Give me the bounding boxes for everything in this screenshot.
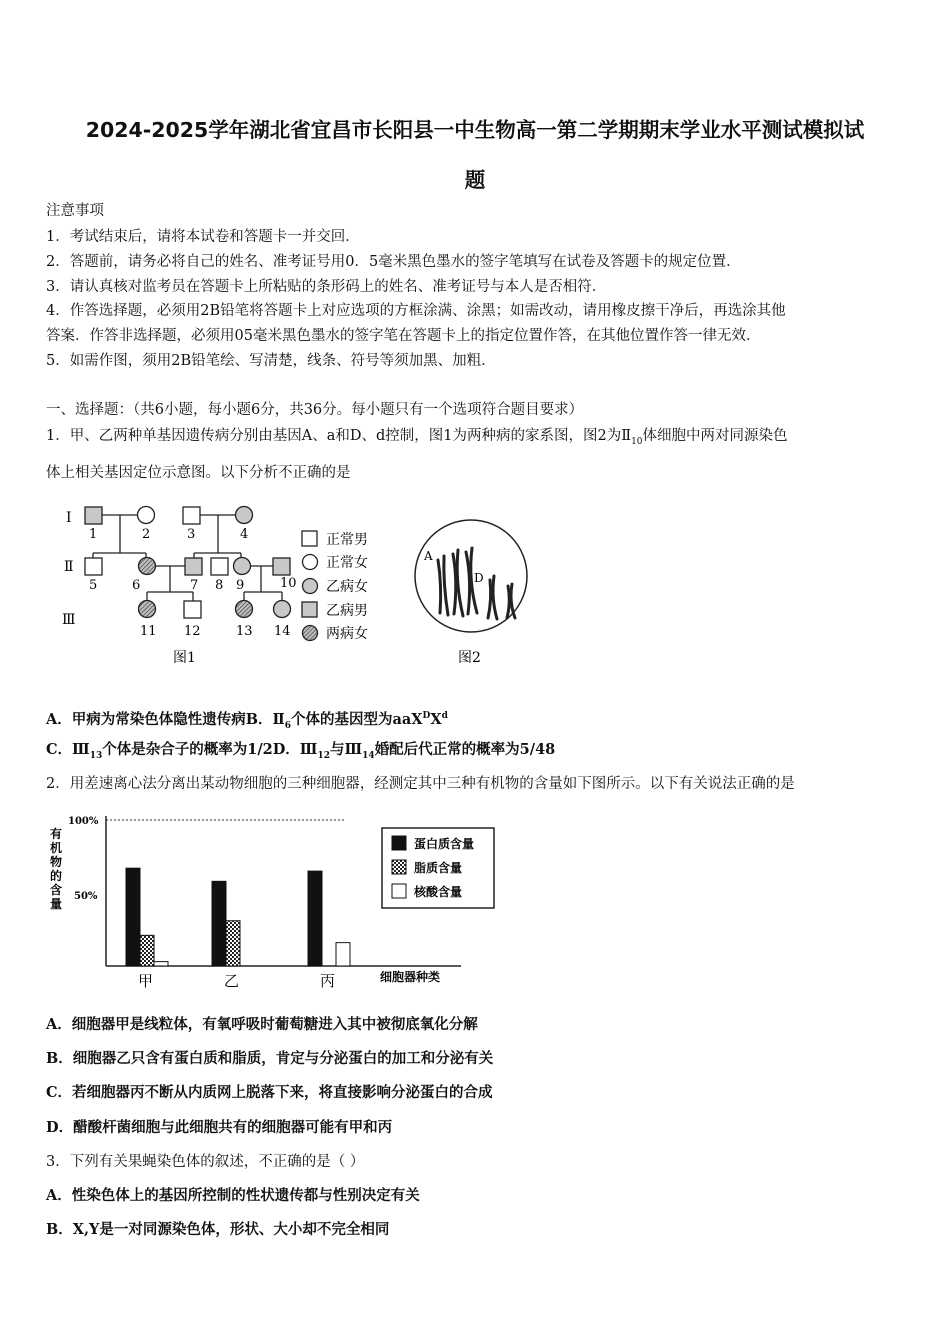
- q1-option-d-mid: 与Ⅲ: [329, 741, 363, 758]
- q2-option-a[interactable]: A．细胞器甲是线粒体，有氧呼吸时葡萄糖进入其中被彻底氧化分解: [46, 1016, 478, 1033]
- legend-disease-b-female-symbol: [303, 579, 318, 594]
- id-8: 8: [215, 578, 224, 593]
- individual-7: [185, 558, 202, 575]
- chart-ytick-50: 50%: [74, 891, 98, 902]
- q2-stem: 2．用差速离心法分离出某动物细胞的三种细胞器，经测定其中三种有机物的含量如下图所示。以下有关说法正确的是: [46, 776, 795, 792]
- legend-normal-female-symbol: [303, 555, 318, 570]
- id-3: 3: [187, 527, 196, 542]
- notice-item-5: 5．如需作图，须用2B铅笔绘、写清楚，线条、符号等须加黑、加粗．: [46, 353, 496, 369]
- q1-stem-a: 1．甲、乙两种单基因遗传病分别由基因A、a和D、d控制，图1为两种病的家系图，图2为Ⅱ: [46, 428, 632, 444]
- bar-1-3: [154, 962, 168, 966]
- chart-category-3: 丙: [320, 972, 336, 990]
- individual-9: [234, 558, 251, 575]
- individual-3: [183, 507, 200, 524]
- q3-option-b[interactable]: B．X,Y是一对同源染色体，形状、大小却不完全相同: [46, 1221, 390, 1238]
- bar-2-1: [212, 881, 226, 966]
- q1-option-b-pre: B．Ⅱ: [245, 710, 285, 728]
- exam-title-line1: 2024-2025学年湖北省宜昌市长阳县一中生物高一第二学期期末学业水平测试模拟试: [85, 118, 865, 142]
- legend-both-female: 两病女: [326, 626, 368, 642]
- gen-label-2: Ⅱ: [64, 559, 74, 575]
- notice-heading: 注意事项: [46, 203, 104, 219]
- chart-category-1: 甲: [138, 972, 154, 990]
- chart-y-label: [50, 826, 62, 911]
- legend-label-1: 蛋白质含量: [414, 837, 475, 851]
- id-5: 5: [89, 578, 98, 593]
- individual-5: [85, 558, 102, 575]
- q2-option-c[interactable]: C．若细胞器丙不断从内质网上脱落下来，将直接影响分泌蛋白的合成: [46, 1084, 493, 1101]
- legend-swatch-1: [392, 836, 406, 850]
- q1-option-b-sup1: D: [422, 711, 431, 721]
- gen-label-3: Ⅲ: [62, 612, 76, 628]
- q3-stem: 3．下列有关果蝇染色体的叙述，不正确的是（ ）: [46, 1154, 365, 1170]
- chart-category-2: 乙: [224, 972, 240, 990]
- q1-option-c[interactable]: [46, 741, 273, 761]
- figure2-caption: 图2: [458, 650, 481, 666]
- legend-normal-female: 正常女: [326, 555, 368, 571]
- chart-categories: [138, 972, 335, 990]
- q1-option-d-end: 婚配后代正常的概率为5/48: [374, 741, 556, 758]
- id-10: 10: [280, 576, 297, 591]
- individual-11: [139, 601, 156, 618]
- q1-option-b-sup2: d: [441, 711, 448, 721]
- individual-8: [211, 558, 228, 575]
- q1-option-c-pre: C．Ⅲ: [46, 741, 90, 758]
- q1-stem-line1: [46, 426, 788, 452]
- id-7: 7: [190, 578, 199, 593]
- legend-normal-male-symbol: [302, 531, 317, 546]
- individual-12: [184, 601, 201, 618]
- id-13: 13: [236, 624, 253, 639]
- id-14: 14: [274, 624, 291, 639]
- gen-label-1: Ⅰ: [66, 510, 72, 526]
- notice-item-4: 4．作答选择题，必须用2B铅笔将答题卡上对应选项的方框涂满、涂黑；如需改动，请用橡皮擦干净后，再选涂其他: [46, 303, 786, 319]
- chart-bars: [126, 868, 350, 966]
- q1-stem-line2: 体上相关基因定位示意图。以下分析不正确的是: [46, 465, 351, 481]
- q1-option-d-pre: D．Ⅲ: [272, 741, 318, 758]
- bar-3-1: [308, 871, 322, 966]
- bar-1-2: [140, 935, 154, 966]
- figure1-caption: 图1: [173, 650, 196, 666]
- individual-13: [236, 601, 253, 618]
- q1-stem-b: 体细胞中两对同源染色: [642, 428, 788, 444]
- bar-3-3: [336, 943, 350, 966]
- legend-label-2: 脂质含量: [414, 861, 463, 875]
- legend-disease-b-female: 乙病女: [326, 579, 368, 595]
- q1-option-d-sub2: 14: [362, 750, 375, 761]
- individual-4: [236, 507, 253, 524]
- pedigree-legend: [302, 531, 368, 642]
- q1-option-c-mid: 个体是杂合子的概率为1/2: [102, 741, 273, 758]
- cell-figure: [408, 510, 533, 670]
- organelle-chart: [46, 806, 506, 996]
- legend-disease-b-male: 乙病男: [326, 603, 368, 619]
- id-12: 12: [184, 624, 201, 639]
- chart-x-label: 细胞器种类: [380, 970, 441, 984]
- legend-disease-b-male-symbol: [302, 602, 317, 617]
- q1-option-a[interactable]: A．甲病为常染色体隐性遗传病: [46, 710, 246, 728]
- q1-stem-sub: 10: [631, 436, 643, 447]
- legend-swatch-2: [392, 860, 406, 874]
- bar-1-1: [126, 868, 140, 966]
- gene-label-d: D: [474, 571, 484, 585]
- legend-swatch-3: [392, 884, 406, 898]
- q1-option-d-sub1: 12: [317, 750, 330, 761]
- q1-options-ab: [46, 706, 448, 736]
- pedigree-figure: [46, 496, 391, 671]
- chart-legend: [382, 828, 494, 908]
- legend-label-3: 核酸含量: [414, 885, 463, 899]
- notice-item-4-cont: 答案．作答非选择题，必须用05毫米黑色墨水的签字笔在答题卡上的指定位置作答，在其他位置作答一律无效．: [46, 328, 761, 344]
- individual-6: [139, 558, 156, 575]
- chart-y-label-text: 有机物的含量: [50, 827, 63, 911]
- exam-title-line2: 题: [464, 168, 486, 192]
- q1-options-cd: [46, 740, 555, 766]
- q1-option-b-mid: 个体的基因型为aaX: [291, 710, 423, 728]
- q1-option-b[interactable]: [245, 710, 448, 731]
- legend-normal-male: 正常男: [326, 532, 368, 548]
- q1-option-d[interactable]: [272, 741, 556, 761]
- notice-item-1: 1．考试结束后，请将本试卷和答题卡一并交回．: [46, 229, 360, 245]
- q2-option-d[interactable]: D．醋酸杆菌细胞与此细胞共有的细胞器可能有甲和丙: [46, 1119, 393, 1136]
- notice-item-3: 3．请认真核对监考员在答题卡上所粘贴的条形码上的姓名、准考证号与本人是否相符．: [46, 279, 607, 295]
- legend-both-female-symbol: [303, 626, 318, 641]
- id-9: 9: [236, 578, 245, 593]
- individual-10: [273, 558, 290, 575]
- individual-2: [138, 507, 155, 524]
- id-11: 11: [140, 624, 157, 639]
- bar-2-2: [226, 921, 240, 966]
- section-heading: 一、选择题：（共6小题，每小题6分，共36分。每小题只有一个选项符合题目要求）: [46, 402, 584, 418]
- id-4: 4: [240, 527, 249, 542]
- q1-option-b-x: X: [430, 710, 442, 728]
- id-6: 6: [132, 578, 141, 593]
- q1-option-b-sub: 6: [284, 720, 291, 731]
- chart-ytick-100: 100%: [68, 816, 99, 827]
- q3-option-a[interactable]: A．性染色体上的基因所控制的性状遗传都与性别决定有关: [46, 1187, 420, 1204]
- notice-item-2: 2．答题前，请务必将自己的姓名、准考证号用0．5毫米黑色墨水的签字笔填写在试卷及答题卡的规定位置．: [46, 254, 741, 270]
- q2-option-b[interactable]: B．细胞器乙只含有蛋白质和脂质，肯定与分泌蛋白的加工和分泌有关: [46, 1050, 494, 1067]
- id-2: 2: [142, 527, 151, 542]
- gene-label-a: A: [424, 549, 433, 563]
- individual-1: [85, 507, 102, 524]
- id-1: 1: [89, 527, 98, 542]
- individual-14: [274, 601, 291, 618]
- q1-option-c-sub: 13: [89, 750, 103, 761]
